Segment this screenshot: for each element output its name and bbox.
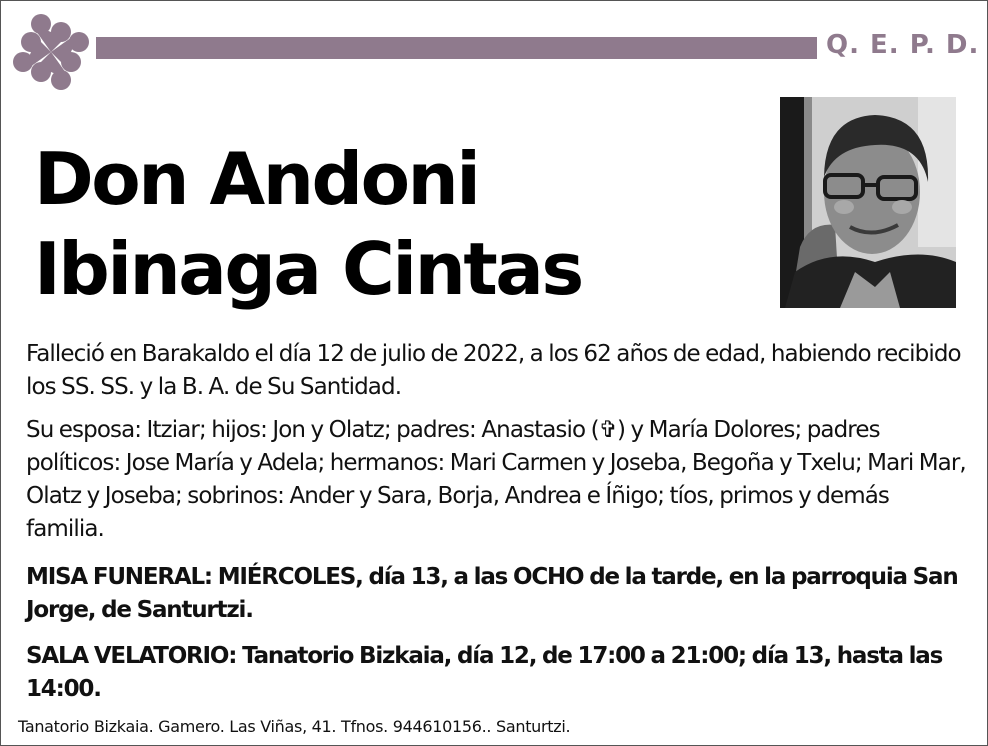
footer-funeral-home: Tanatorio Bizkaia. Gamero. Las Viñas, 41. Tfnos. 944610156.. Santurtzi. [18, 717, 571, 736]
deceased-name [34, 134, 582, 314]
cross-icon: ✞ [598, 417, 618, 443]
wake-room: SALA VELATORIO: Tanatorio Bizkaia, día 12, de 17:00 a 21:00; día 13, hasta las 14:00. [26, 643, 943, 702]
qepd-label: Q. E. P. D. [826, 30, 980, 60]
portrait-photo [780, 97, 956, 308]
name-line-1: Don Andoni [34, 137, 479, 221]
family-text-start: Su esposa: Itziar; hijos: Jon y Olatz; padres: Anastasio ( [26, 417, 599, 443]
funeral-mass: MISA FUNERAL: MIÉRCOLES, día 13, a las OCHO de la tarde, en la parroquia San Jorge, de Santurtzi. [26, 564, 958, 623]
lauburu-icon [9, 10, 93, 94]
header-bar [96, 37, 817, 59]
death-notice: Falleció en Barakaldo el día 12 de julio de 2022, a los 62 años de edad, habiendo recibido los SS. SS. y la B. A. de Su Santidad. [26, 341, 961, 400]
name-line-2: Ibinaga Cintas [34, 227, 582, 311]
family-text-end: ) y María Dolores; padres políticos: Jose María y Adela; hermanos: Mari Carmen y Joseba, Begoña y Txelu; Mari Mar, Olatz y Joseba; sobrinos: Ander y Sara, Borja, Andrea e Íñigo; tíos, primos y demás familia. [26, 417, 966, 542]
family-list [26, 414, 966, 546]
